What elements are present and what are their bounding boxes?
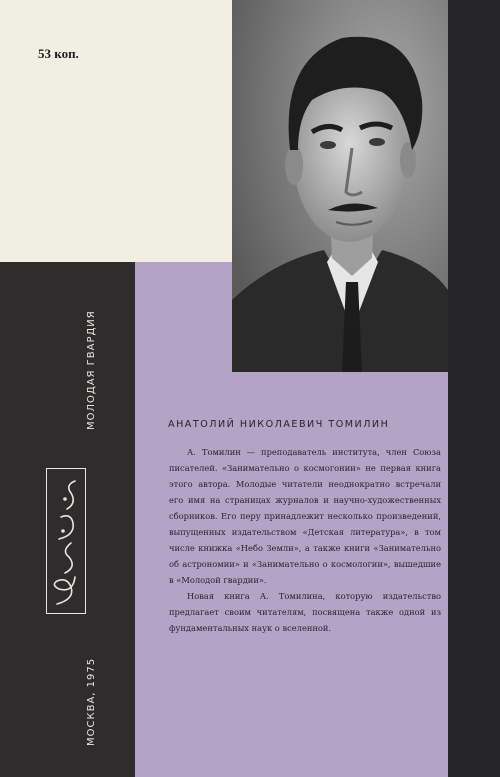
place-and-year: МОСКВА, 1975 [86,657,97,746]
publisher-name: МОЛОДАЯ ГВАРДИЯ [86,310,97,430]
right-dark-strip [448,0,500,777]
portrait-image [232,0,448,372]
publisher-logo [46,468,86,614]
bio-paragraph: А. Томилин — преподаватель института, член Союза писателей. «Занимательно о космогонии» не первая книга этого автора. Молодые читатели неоднократно встречали его имя на страницах журналов и научно-художественных сборников. Его перу принадлежит несколько произведений, выпущенных издательством «Детская литература», в том числе книжка «Небо Земли», а также книги «Занимательно об астрономии» и «Занимательно о космологии», вышедшие в «Молодой гвардии». [169,447,441,585]
bio-paragraph: Новая книга А. Томилина, которую издательство предлагает своим читателям, посвящена также одной из фундаментальных наук о вселенной. [169,591,441,633]
author-portrait [232,0,448,372]
cream-panel [0,0,232,262]
price-label: 53 коп. [38,46,79,61]
signature-logo-icon [47,469,85,613]
author-name-heading: АНАТОЛИЙ НИКОЛАЕВИЧ ТОМИЛИН [168,419,390,430]
author-bio [169,444,441,636]
